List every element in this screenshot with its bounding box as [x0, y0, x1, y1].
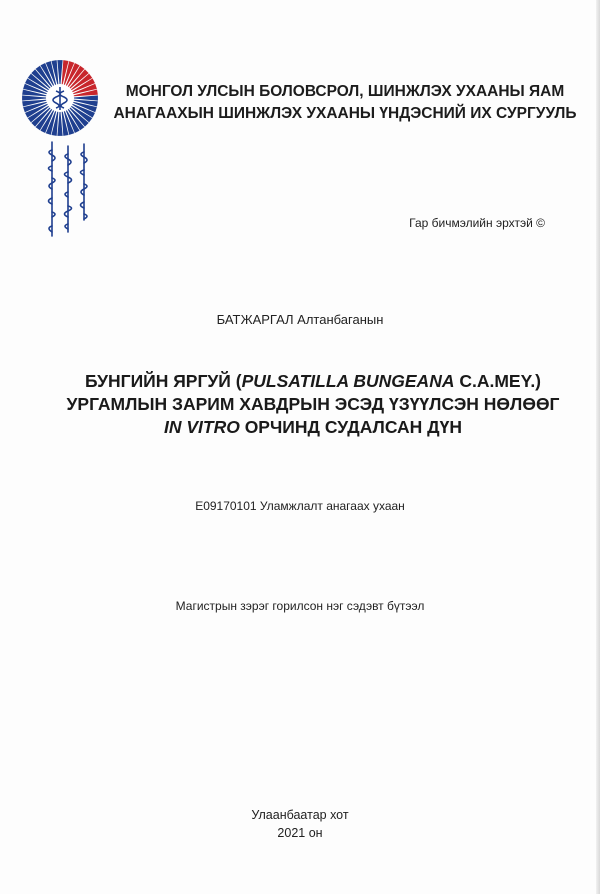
title-in-vitro: IN VITRO: [163, 417, 240, 437]
title-line-1: [40, 370, 586, 393]
university-emblem-icon: [20, 58, 100, 138]
page-edge-shadow: [596, 0, 600, 894]
title-line-3-end: ОРЧИНД СУДАЛСАН ДҮН: [239, 417, 462, 437]
copyright-notice: Гар бичмэлийн эрхтэй ©: [409, 216, 545, 230]
place-and-year: [0, 806, 600, 842]
title-line-1-end: C.A.MEY.): [454, 371, 542, 391]
title-line-3: [40, 416, 586, 439]
title-line-1-start: БУНГИЙН ЯРГУЙ (: [84, 371, 242, 391]
ministry-name: МОНГОЛ УЛСЫН БОЛОВСРОЛ, ШИНЖЛЭХ УХААНЫ ЯАМ: [125, 83, 565, 100]
title-latin-name: PULSATILLA BUNGEANA: [241, 371, 455, 391]
emblem-ray: [57, 112, 62, 136]
thesis-title: [40, 370, 586, 439]
emblem-ray: [74, 95, 98, 100]
emblem-ray: [57, 60, 62, 84]
author-name: БАТЖАРГАЛ Алтанбаганын: [216, 312, 384, 327]
place: Улаанбаатар хот: [251, 808, 349, 822]
specialty-code: E09170101 Уламжлалт анагаах ухаан: [195, 499, 405, 513]
emblem-ray: [22, 95, 46, 100]
university-name: АНАГААХЫН ШИНЖЛЭХ УХААНЫ ҮНДЭСНИЙ ИХ СУРГУУЛЬ: [113, 105, 577, 122]
mongolian-script-logo-icon: [38, 140, 98, 240]
year: 2021 он: [277, 826, 323, 840]
degree-statement: Магистрын зэрэг горилсон нэг сэдэвт бүтээл: [175, 599, 425, 613]
title-line-2: УРГАМЛЫН ЗАРИМ ХАВДРЫН ЭСЭД ҮЗҮҮЛСЭН НӨЛӨӨГ: [66, 394, 560, 414]
institution-header: [110, 81, 580, 125]
